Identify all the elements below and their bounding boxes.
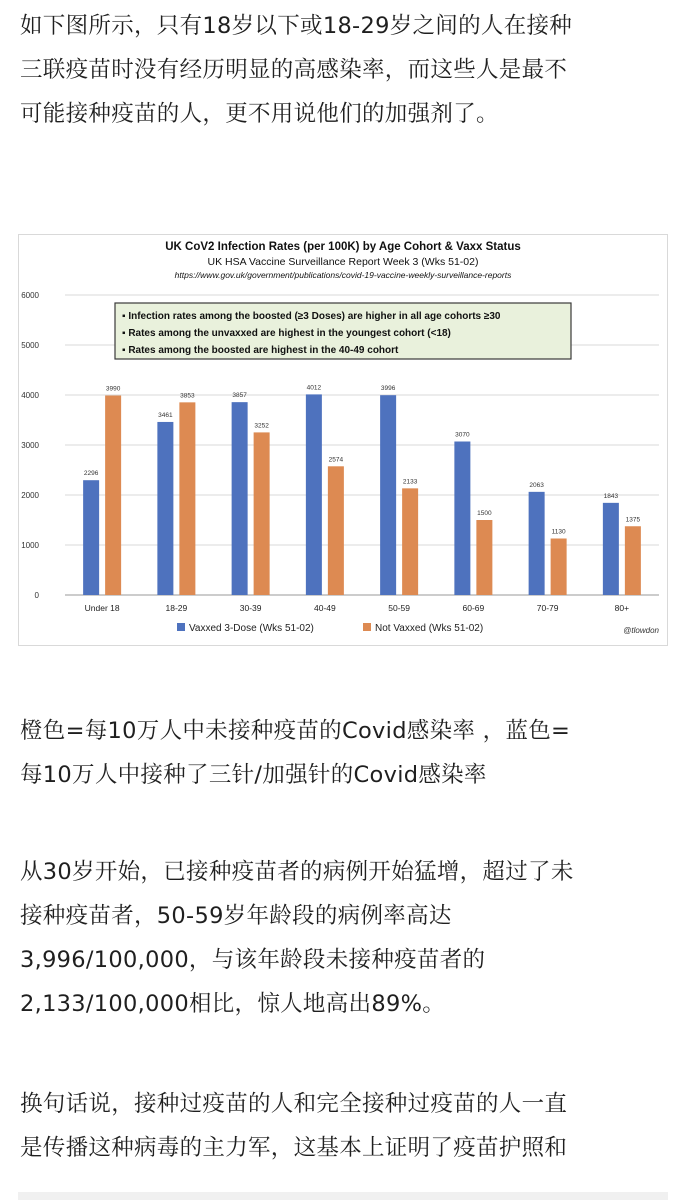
bar-not-vaxxed — [328, 466, 344, 595]
chart-figure — [18, 234, 668, 646]
data-label: 1130 — [551, 528, 566, 536]
text-line: 如下图所示，只有18岁以下或18-29岁之间的人在接种 — [20, 13, 573, 39]
annotation-text: ▪ Rates among the boosted are highest in the 40-49 cohort — [122, 345, 399, 356]
annotation-text: ▪ Rates among the unvaxxed are highest in the youngest cohort (<18) — [122, 328, 451, 339]
bar-vaxxed — [603, 503, 619, 595]
x-tick-label: 18-29 — [165, 603, 188, 613]
legend-label: Not Vaxxed (Wks 51-02) — [375, 623, 484, 634]
y-tick-label: 6000 — [21, 291, 39, 300]
paragraph-intro — [20, 4, 670, 136]
data-label: 3996 — [380, 385, 396, 393]
bar-not-vaxxed — [105, 396, 121, 596]
data-label: 1843 — [603, 492, 619, 500]
text-line: 从30岁开始，已接种疫苗者的病例开始猛增，超过了未 — [20, 859, 574, 885]
data-label: 2063 — [529, 481, 544, 489]
bar-not-vaxxed — [625, 526, 641, 595]
data-label: 3853 — [180, 392, 195, 400]
text-line: 每10万人中接种了三针/加强针的Covid感染率 — [20, 762, 487, 788]
x-tick-label: 30-39 — [239, 603, 262, 613]
annotation-text: ▪ Infection rates among the boosted (≥3 Doses) are higher in all age cohorts ≥30 — [122, 311, 501, 322]
bar-vaxxed — [232, 402, 248, 595]
chart-source-url: https://www.gov.uk/government/publications/covid-19-vaccine-weekly-surveillance-reports — [174, 270, 512, 280]
x-tick-label: Under 18 — [84, 603, 120, 613]
data-label: 4012 — [306, 384, 322, 392]
text-line: 2,133/100,000相比，惊人地高出89%。 — [20, 991, 446, 1017]
data-label: 3252 — [254, 422, 269, 430]
bar-vaxxed — [83, 480, 99, 595]
bar-vaxxed — [454, 442, 470, 596]
x-tick-label: 80+ — [614, 603, 630, 613]
bottom-divider — [18, 1192, 668, 1200]
bar-vaxxed — [306, 394, 322, 595]
x-tick-label: 40-49 — [314, 603, 336, 613]
y-tick-label: 5000 — [21, 341, 39, 350]
text-line: 换句话说，接种过疫苗的人和完全接种过疫苗的人一直 — [20, 1091, 568, 1117]
x-tick-label: 60-69 — [462, 603, 485, 613]
data-label: 3990 — [105, 385, 121, 393]
text-line: 3,996/100,000，与该年龄段未接种疫苗者的 — [20, 947, 486, 973]
legend-swatch-not-vaxxed — [363, 623, 371, 631]
y-tick-label: 1000 — [21, 541, 39, 550]
bar-vaxxed — [380, 395, 396, 595]
data-label: 3461 — [158, 411, 173, 419]
data-label: 3857 — [232, 392, 247, 400]
bar-chart — [19, 235, 667, 645]
y-tick-label: 4000 — [21, 391, 39, 400]
y-tick-label: 3000 — [21, 441, 39, 450]
text-line: 是传播这种病毒的主力军，这基本上证明了疫苗护照和 — [20, 1135, 568, 1161]
chart-subtitle: UK HSA Vaccine Surveillance Report Week 3 (Wks 51-02) — [207, 256, 479, 268]
bar-not-vaxxed — [179, 402, 195, 595]
paragraph-conclusion — [20, 1082, 670, 1170]
watermark-text: @tlowdon — [623, 626, 659, 635]
x-tick-label: 70-79 — [536, 603, 559, 613]
paragraph-analysis — [20, 850, 670, 1026]
y-tick-label: 0 — [34, 591, 39, 600]
legend-label: Vaxxed 3-Dose (Wks 51-02) — [189, 623, 314, 634]
x-tick-label: 50-59 — [388, 603, 410, 613]
data-label: 1500 — [477, 510, 492, 517]
data-label: 3070 — [455, 431, 470, 439]
data-label: 2133 — [402, 478, 418, 486]
bar-vaxxed — [529, 492, 545, 595]
data-label: 1375 — [625, 516, 641, 524]
text-line: 接种疫苗者，50-59岁年龄段的病例率高达 — [20, 903, 452, 929]
bar-vaxxed — [157, 422, 173, 595]
text-line: 橙色=每10万人中未接种疫苗的Covid感染率 ，蓝色= — [20, 718, 571, 744]
y-tick-label: 2000 — [21, 491, 39, 500]
bar-not-vaxxed — [402, 488, 418, 595]
bar-not-vaxxed — [254, 432, 270, 595]
text-line: 可能接种疫苗的人，更不用说他们的加强剂了。 — [20, 101, 499, 127]
chart-title: UK CoV2 Infection Rates (per 100K) by Age Cohort & Vaxx Status — [165, 241, 521, 253]
data-label: 2296 — [83, 470, 99, 478]
text-line: 三联疫苗时没有经历明显的高感染率，而这些人是最不 — [20, 57, 568, 83]
paragraph-legend-explanation — [20, 709, 670, 797]
bar-not-vaxxed — [551, 539, 567, 596]
data-label: 2574 — [328, 456, 344, 464]
legend-swatch-vaxxed — [177, 623, 185, 631]
bar-not-vaxxed — [476, 520, 492, 595]
